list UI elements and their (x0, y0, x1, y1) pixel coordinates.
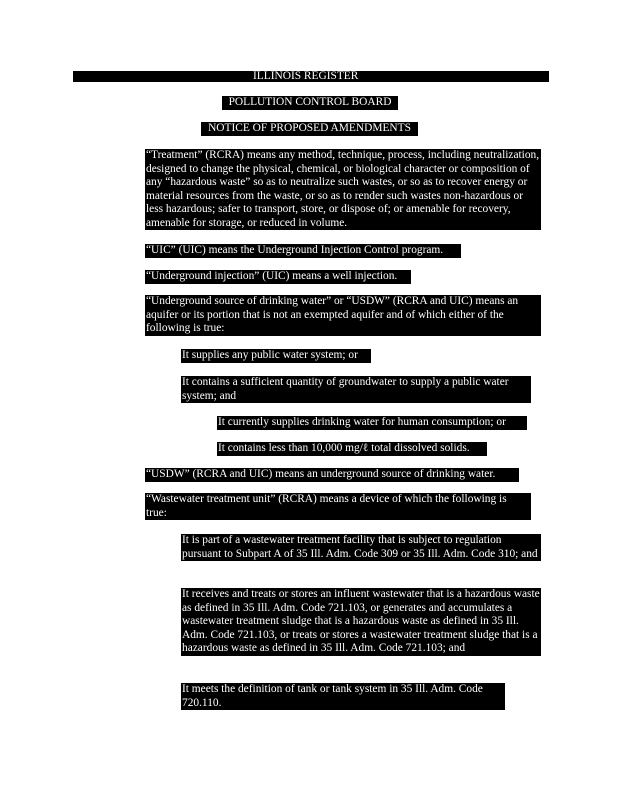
usdw-item-2: It contains a sufficient quantity of groundwater to supply a public water system; and (181, 376, 531, 403)
usdw-item-1: It supplies any public water system; or (181, 349, 371, 363)
definition-treatment: “Treatment” (RCRA) means any method, technique, process, including neutralization, designed to change the physical, chemical, or biological character or composition of any “hazardous waste” so as to neutralize such wastes, or so as to recover energy or material resources from the waste, or so as to render such wastes non-hazardous or less hazardous; safer to transport, store, or dispose of; or amenable for recovery, amenable for storage, or reduced in volume. (146, 149, 540, 229)
usdw-item-2a: It currently supplies drinking water for human consumption; or (217, 416, 527, 430)
register-title: ILLINOIS REGISTER (253, 70, 359, 82)
definition-uic: “UIC” (UIC) means the Underground Injection Control program. (145, 244, 461, 258)
definition-wwtu: “Wastewater treatment unit” (RCRA) means a device of which the following is true: (145, 493, 531, 520)
definition-usdw: “Underground source of drinking water” or “USDW” (RCRA and UIC) means an aquifer or its portion that is not an exempted aquifer and of which either of the following is true: (145, 295, 541, 336)
board-title: POLLUTION CONTROL BOARD (222, 96, 398, 110)
wwtu-item-1: It is part of a wastewater treatment facility that is subject to regulation pursuant to Subpart A of 35 Ill. Adm. Code 309 or 35 Ill. Adm. Code 310; and (181, 534, 541, 561)
wwtu-item-3: It meets the definition of tank or tank system in 35 Ill. Adm. Code 720.110. (181, 683, 505, 710)
definition-underground-injection: “Underground injection” (UIC) means a well injection. (145, 270, 411, 284)
definition-usdw-short: “USDW” (RCRA and UIC) means an underground source of drinking water. (145, 468, 519, 482)
header-left-rule (73, 80, 247, 82)
wwtu-item-2: It receives and treats or stores an influent wastewater that is a hazardous waste as defined in 35 Ill. Adm. Code 721.103, or generates and accumulates a wastewater treatment sludge that is a hazardous waste as defined in 35 Ill. Adm. Code 721.103, or treats or stores a wastewater treatment sludge that is a hazardous waste as defined in 35 Ill. Adm. Code 721.103; and (182, 588, 540, 654)
usdw-item-2b: It contains less than 10,000 mg/ℓ total dissolved solids. (217, 442, 487, 456)
notice-title: NOTICE OF PROPOSED AMENDMENTS (201, 122, 418, 136)
